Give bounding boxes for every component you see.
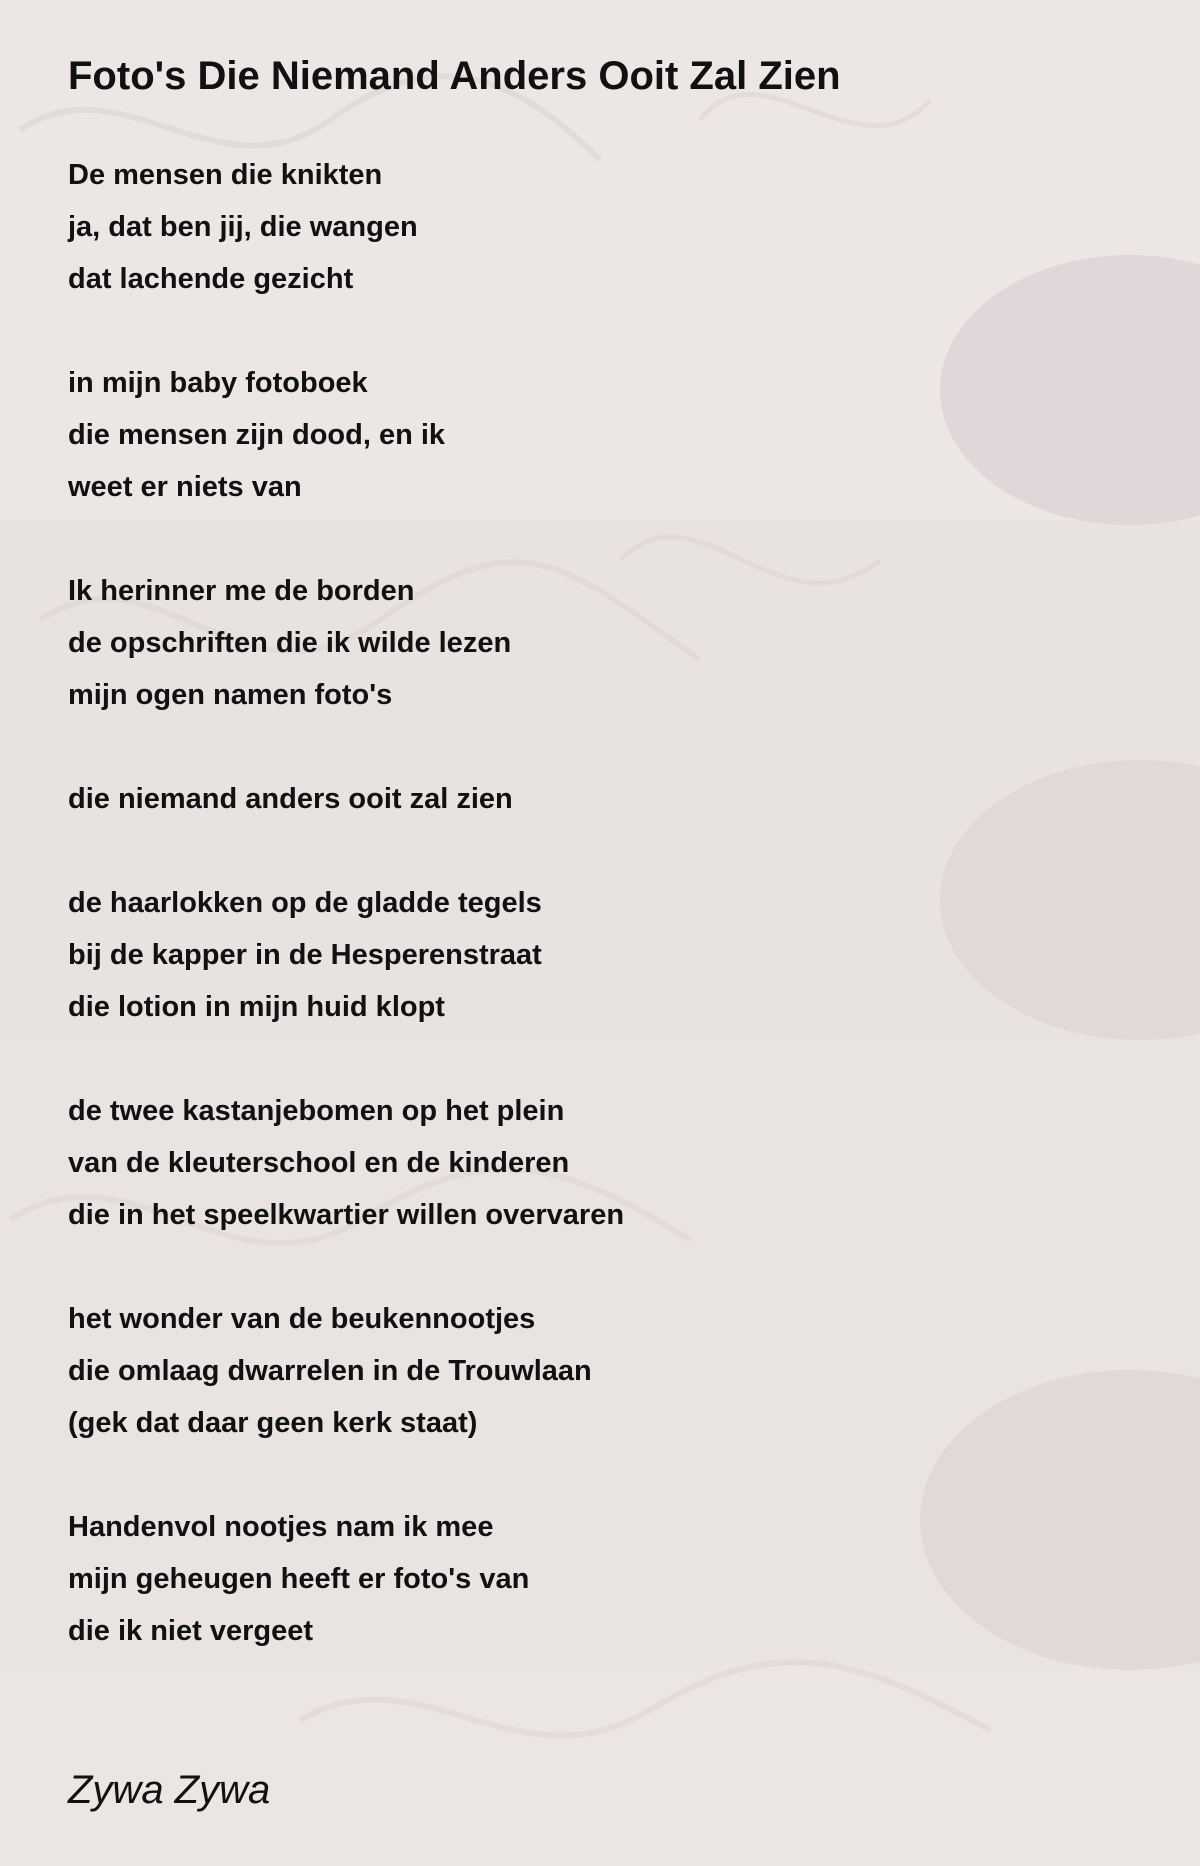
poem-line: de twee kastanjebomen op het plein	[68, 1095, 565, 1127]
poem-line: die omlaag dwarrelen in de Trouwlaan	[68, 1355, 592, 1387]
stanza-break	[68, 1449, 1148, 1501]
stanza-break	[68, 825, 1148, 877]
poem-line: dat lachende gezicht	[68, 263, 354, 295]
poem-line: die lotion in mijn huid klopt	[68, 991, 445, 1023]
stanza-break	[68, 1241, 1148, 1293]
poem-line: het wonder van de beukennootjes	[68, 1303, 536, 1335]
poem-line: Ik herinner me de borden	[68, 575, 415, 607]
stanza-break	[68, 721, 1148, 773]
poem-line: die ik niet vergeet	[68, 1615, 313, 1647]
poem-line: die mensen zijn dood, en ik	[68, 419, 446, 451]
stanza-break	[68, 1033, 1148, 1085]
poem-body	[68, 149, 1148, 1657]
poem-line: (gek dat daar geen kerk staat)	[68, 1407, 478, 1439]
poem-line: ja, dat ben jij, die wangen	[68, 211, 418, 243]
poem-line: mijn ogen namen foto's	[68, 679, 393, 711]
poem-line: de haarlokken op de gladde tegels	[68, 887, 542, 919]
poem-author: Zywa Zywa	[68, 1768, 271, 1812]
poem-line: mijn geheugen heeft er foto's van	[68, 1563, 530, 1595]
stanza-break	[68, 305, 1148, 357]
poem-line: weet er niets van	[68, 471, 302, 503]
poem-line: Handenvol nootjes nam ik mee	[68, 1511, 494, 1543]
poem-line: die in het speelkwartier willen overvaren	[68, 1199, 625, 1231]
poem-line: in mijn baby fotoboek	[68, 367, 368, 399]
poem-line: van de kleuterschool en de kinderen	[68, 1147, 570, 1179]
poem-line: die niemand anders ooit zal zien	[68, 783, 513, 815]
poem-line: de opschriften die ik wilde lezen	[68, 627, 512, 659]
poem-line: De mensen die knikten	[68, 159, 383, 191]
poem-title: Foto's Die Niemand Anders Ooit Zal Zien	[68, 54, 841, 98]
poem-line: bij de kapper in de Hesperenstraat	[68, 939, 542, 971]
stanza-break	[68, 513, 1148, 565]
